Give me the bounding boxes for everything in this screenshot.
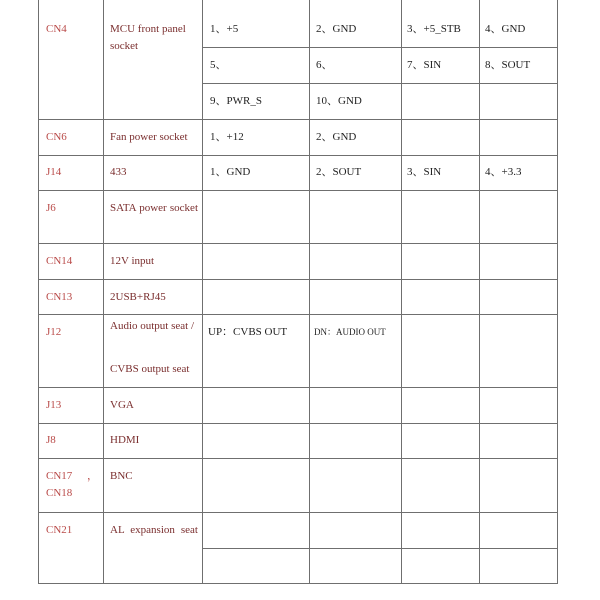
pin-cn4-2: 2、GND <box>316 23 357 35</box>
designator-cn6: CN6 <box>46 131 67 143</box>
description-j14: 433 <box>110 166 127 178</box>
pin-cn4-6: 6、 <box>316 59 333 71</box>
pin-cn4-5: 5、 <box>210 59 227 71</box>
pin-j14-1: 1、GND <box>210 166 251 178</box>
description-j12-line1: Audio output seat / <box>110 320 195 332</box>
description-cn13: 2USB+RJ45 <box>110 291 166 303</box>
designator-cn21: CN21 <box>46 524 73 536</box>
pin-cn4-3: 3、+5_STB <box>407 23 461 35</box>
description-j13: VGA <box>110 399 134 411</box>
description-j6: SATA power socket <box>110 202 198 214</box>
description-j12-line2: CVBS output seat <box>110 363 190 375</box>
designator-cn13: CN13 <box>46 291 73 303</box>
designator-cn4: CN4 <box>46 23 67 35</box>
pin-j12-dn: DN：AUDIO OUT <box>314 327 386 337</box>
pin-cn4-9: 9、PWR_S <box>210 95 262 107</box>
designator-j6: J6 <box>46 202 56 214</box>
designator-j8: J8 <box>46 434 56 446</box>
description-j8: HDMI <box>110 434 140 446</box>
description-cn6: Fan power socket <box>110 131 188 143</box>
pin-cn4-1: 1、+5 <box>210 23 239 35</box>
pin-cn4-10: 10、GND <box>316 95 362 107</box>
pin-j12-up: UP：CVBS OUT <box>208 326 288 338</box>
description-cn17-cn18: BNC <box>110 470 133 482</box>
pin-j14-3: 3、SIN <box>407 166 442 178</box>
designator-j14: J14 <box>46 166 62 178</box>
description-cn21: AL expansion seat <box>110 524 198 536</box>
pin-cn4-7: 7、SIN <box>407 59 442 71</box>
designator-cn14: CN14 <box>46 255 73 267</box>
pin-j14-4: 4、+3.3 <box>485 166 522 178</box>
pin-cn6-1: 1、+12 <box>210 131 244 143</box>
description-cn14: 12V input <box>110 255 155 267</box>
description-cn4: MCU front panel socket <box>110 23 186 52</box>
pin-cn6-2: 2、GND <box>316 131 357 143</box>
designator-cn17-cn18: CN17 ， CN18 <box>46 470 98 499</box>
pin-cn4-8: 8、SOUT <box>485 59 531 71</box>
designator-j12: J12 <box>46 326 62 338</box>
pin-j14-2: 2、SOUT <box>316 166 362 178</box>
designator-j13: J13 <box>46 399 62 411</box>
pin-cn4-4: 4、GND <box>485 23 526 35</box>
